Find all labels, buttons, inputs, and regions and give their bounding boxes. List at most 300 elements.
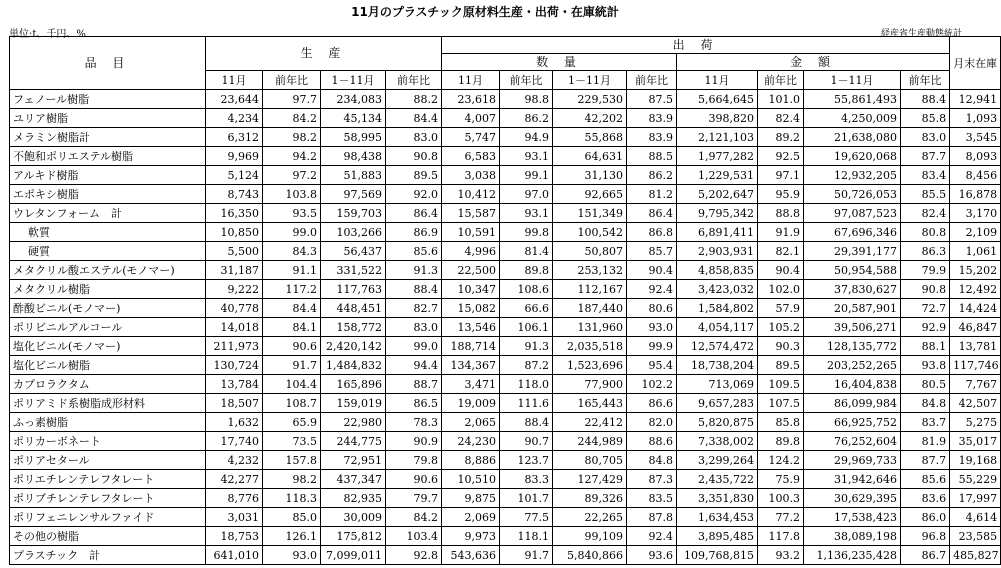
table-cell: 90.3	[758, 337, 804, 356]
row-item-name: ポリアミド系樹脂成形材料	[10, 394, 206, 413]
table-cell: 165,443	[553, 394, 627, 413]
table-cell: 93.2	[758, 546, 804, 565]
table-cell: 37,830,627	[804, 280, 901, 299]
table-cell: 94.4	[386, 356, 442, 375]
table-cell: 131,960	[553, 318, 627, 337]
table-cell: 84.4	[386, 109, 442, 128]
table-cell: 10,591	[442, 223, 500, 242]
table-cell: 88.4	[386, 280, 442, 299]
table-cell: 84.4	[263, 299, 321, 318]
table-cell: 118.0	[500, 375, 553, 394]
table-cell: 117,746	[950, 356, 1001, 375]
table-cell: 99.0	[386, 337, 442, 356]
table-cell: 2,035,518	[553, 337, 627, 356]
table-cell: 93.0	[263, 546, 321, 565]
table-cell: 94.2	[263, 147, 321, 166]
table-cell: 81.2	[627, 185, 677, 204]
table-row	[10, 470, 1001, 489]
table-cell: 15,202	[950, 261, 1001, 280]
table-cell: 79.8	[386, 451, 442, 470]
row-item-name: 塩化ビニル樹脂	[10, 356, 206, 375]
header-shipment: 出 荷	[442, 37, 950, 54]
table-cell: 90.9	[386, 432, 442, 451]
table-cell: 7,338,002	[677, 432, 758, 451]
table-row	[10, 318, 1001, 337]
table-cell: 79.9	[901, 261, 950, 280]
table-cell: 331,522	[321, 261, 386, 280]
table-cell: 117,763	[321, 280, 386, 299]
table-cell: 91.9	[758, 223, 804, 242]
table-cell: 93.1	[500, 204, 553, 223]
table-cell: 437,347	[321, 470, 386, 489]
table-cell: 87.8	[627, 508, 677, 527]
table-cell: 117.8	[758, 527, 804, 546]
row-item-name: 硬質	[10, 242, 206, 261]
table-cell: 104.4	[263, 375, 321, 394]
table-row	[10, 527, 1001, 546]
table-cell: 112,167	[553, 280, 627, 299]
table-cell: 93.1	[500, 147, 553, 166]
table-cell: 78.3	[386, 413, 442, 432]
table-cell: 31,942,646	[804, 470, 901, 489]
table-row	[10, 242, 1001, 261]
table-cell: 15,587	[442, 204, 500, 223]
table-cell: 100.3	[758, 489, 804, 508]
table-cell: 124.2	[758, 451, 804, 470]
header-qty-cumulative: 1－11月	[553, 71, 627, 90]
table-cell: 151,349	[553, 204, 627, 223]
table-cell: 6,583	[442, 147, 500, 166]
table-cell: 87.3	[627, 470, 677, 489]
table-cell: 50,807	[553, 242, 627, 261]
table-cell: 398,820	[677, 109, 758, 128]
table-cell: 82.1	[758, 242, 804, 261]
header-qty-cumulative-yoy: 前年比	[627, 71, 677, 90]
table-cell: 92.4	[627, 527, 677, 546]
table-cell: 42,507	[950, 394, 1001, 413]
table-row	[10, 223, 1001, 242]
table-cell: 83.0	[386, 128, 442, 147]
table-cell: 90.8	[386, 147, 442, 166]
table-cell: 93.6	[627, 546, 677, 565]
row-item-name: メタクリル樹脂	[10, 280, 206, 299]
table-cell: 6,312	[206, 128, 263, 147]
table-cell: 82.4	[758, 109, 804, 128]
table-cell: 5,840,866	[553, 546, 627, 565]
table-cell: 91.7	[263, 356, 321, 375]
table-row	[10, 261, 1001, 280]
table-cell: 55,229	[950, 470, 1001, 489]
table-cell: 108.7	[263, 394, 321, 413]
table-cell: 72.7	[901, 299, 950, 318]
table-cell: 3,471	[442, 375, 500, 394]
table-cell: 2,903,931	[677, 242, 758, 261]
table-cell: 85.8	[901, 109, 950, 128]
table-cell: 127,429	[553, 470, 627, 489]
header-prod-cumulative: 1－11月	[321, 71, 386, 90]
table-cell: 1,523,696	[553, 356, 627, 375]
table-cell: 203,252,265	[804, 356, 901, 375]
table-cell: 16,404,838	[804, 375, 901, 394]
table-row	[10, 546, 1001, 565]
table-cell: 31,187	[206, 261, 263, 280]
row-item-name: プラスチック 計	[10, 546, 206, 565]
table-cell: 73.5	[263, 432, 321, 451]
table-cell: 65.9	[263, 413, 321, 432]
table-cell: 83.4	[901, 166, 950, 185]
row-item-name: ウレタンフォーム 計	[10, 204, 206, 223]
statistics-table	[9, 36, 1001, 565]
table-cell: 88.1	[901, 337, 950, 356]
table-cell: 5,202,647	[677, 185, 758, 204]
table-cell: 103,266	[321, 223, 386, 242]
table-cell: 123.7	[500, 451, 553, 470]
row-item-name: 軟質	[10, 223, 206, 242]
table-cell: 118.1	[500, 527, 553, 546]
table-cell: 98,438	[321, 147, 386, 166]
table-cell: 89.5	[386, 166, 442, 185]
table-cell: 22,980	[321, 413, 386, 432]
table-cell: 66.6	[500, 299, 553, 318]
table-cell: 42,277	[206, 470, 263, 489]
table-cell: 103.4	[386, 527, 442, 546]
table-cell: 13,784	[206, 375, 263, 394]
table-cell: 5,124	[206, 166, 263, 185]
table-cell: 50,726,053	[804, 185, 901, 204]
table-cell: 9,657,283	[677, 394, 758, 413]
table-cell: 2,121,103	[677, 128, 758, 147]
table-cell: 20,587,901	[804, 299, 901, 318]
table-cell: 86.7	[901, 546, 950, 565]
table-cell: 86.0	[901, 508, 950, 527]
table-cell: 97.1	[758, 166, 804, 185]
table-cell: 84.1	[263, 318, 321, 337]
table-cell: 9,973	[442, 527, 500, 546]
table-cell: 8,743	[206, 185, 263, 204]
table-cell: 175,812	[321, 527, 386, 546]
row-item-name: メタクリル酸エステル(モノマー)	[10, 261, 206, 280]
table-cell: 97.7	[263, 90, 321, 109]
table-cell: 98.8	[500, 90, 553, 109]
table-cell: 107.5	[758, 394, 804, 413]
table-cell: 22,412	[553, 413, 627, 432]
table-cell: 29,969,733	[804, 451, 901, 470]
table-cell: 38,089,198	[804, 527, 901, 546]
table-cell: 85.8	[758, 413, 804, 432]
table-cell: 93.5	[263, 204, 321, 223]
table-cell: 88.4	[500, 413, 553, 432]
table-cell: 105.2	[758, 318, 804, 337]
table-cell: 30,009	[321, 508, 386, 527]
table-cell: 86.4	[627, 204, 677, 223]
table-cell: 56,437	[321, 242, 386, 261]
table-cell: 84.8	[901, 394, 950, 413]
table-cell: 58,995	[321, 128, 386, 147]
table-cell: 77,900	[553, 375, 627, 394]
table-row	[10, 432, 1001, 451]
table-cell: 89.8	[758, 432, 804, 451]
table-cell: 18,738,204	[677, 356, 758, 375]
table-cell: 76,252,604	[804, 432, 901, 451]
table-cell: 93.0	[627, 318, 677, 337]
table-cell: 80,705	[553, 451, 627, 470]
table-cell: 244,989	[553, 432, 627, 451]
table-cell: 98.2	[263, 470, 321, 489]
table-cell: 6,891,411	[677, 223, 758, 242]
table-row	[10, 166, 1001, 185]
table-cell: 5,747	[442, 128, 500, 147]
table-cell: 82.0	[627, 413, 677, 432]
table-cell: 88.8	[758, 204, 804, 223]
table-cell: 84.8	[627, 451, 677, 470]
table-cell: 4,007	[442, 109, 500, 128]
table-cell: 18,507	[206, 394, 263, 413]
table-cell: 92.8	[386, 546, 442, 565]
table-cell: 66,925,752	[804, 413, 901, 432]
table-cell: 99.1	[500, 166, 553, 185]
table-cell: 2,435,722	[677, 470, 758, 489]
table-cell: 9,795,342	[677, 204, 758, 223]
table-cell: 84.2	[386, 508, 442, 527]
table-cell: 50,954,588	[804, 261, 901, 280]
table-cell: 90.7	[500, 432, 553, 451]
table-cell: 40,778	[206, 299, 263, 318]
table-row	[10, 394, 1001, 413]
table-cell: 3,351,830	[677, 489, 758, 508]
table-cell: 23,585	[950, 527, 1001, 546]
table-cell: 19,168	[950, 451, 1001, 470]
table-cell: 134,367	[442, 356, 500, 375]
table-cell: 83.9	[627, 128, 677, 147]
table-cell: 86.8	[627, 223, 677, 242]
header-amount: 金 額	[677, 54, 950, 71]
table-cell: 24,230	[442, 432, 500, 451]
table-cell: 87.7	[901, 451, 950, 470]
table-cell: 90.4	[758, 261, 804, 280]
table-cell: 81.4	[500, 242, 553, 261]
table-cell: 109,768,815	[677, 546, 758, 565]
table-cell: 91.3	[386, 261, 442, 280]
table-cell: 2,420,142	[321, 337, 386, 356]
header-quantity: 数 量	[442, 54, 677, 71]
row-item-name: ポリブチレンテレフタレート	[10, 489, 206, 508]
table-cell: 10,412	[442, 185, 500, 204]
table-cell: 85.0	[263, 508, 321, 527]
row-item-name: ポリビニルアルコール	[10, 318, 206, 337]
table-cell: 51,883	[321, 166, 386, 185]
table-row	[10, 375, 1001, 394]
header-amt-cumulative-yoy: 前年比	[901, 71, 950, 90]
table-cell: 211,973	[206, 337, 263, 356]
table-cell: 3,031	[206, 508, 263, 527]
row-item-name: メラミン樹脂計	[10, 128, 206, 147]
row-item-name: ポリエチレンテレフタレート	[10, 470, 206, 489]
table-cell: 86.2	[627, 166, 677, 185]
table-row	[10, 109, 1001, 128]
table-cell: 31,130	[553, 166, 627, 185]
table-cell: 17,538,423	[804, 508, 901, 527]
table-cell: 165,896	[321, 375, 386, 394]
table-row	[10, 451, 1001, 470]
table-cell: 99.8	[500, 223, 553, 242]
table-cell: 102.2	[627, 375, 677, 394]
table-cell: 543,636	[442, 546, 500, 565]
table-cell: 101.7	[500, 489, 553, 508]
table-cell: 109.5	[758, 375, 804, 394]
header-amt-month: 11月	[677, 71, 758, 90]
table-cell: 86,099,984	[804, 394, 901, 413]
table-cell: 88.5	[627, 147, 677, 166]
table-cell: 77.2	[758, 508, 804, 527]
table-cell: 128,135,772	[804, 337, 901, 356]
unit-note: 単位:t、千円、%	[9, 29, 86, 40]
table-cell: 1,093	[950, 109, 1001, 128]
table-cell: 83.0	[386, 318, 442, 337]
table-cell: 83.9	[627, 109, 677, 128]
table-cell: 7,767	[950, 375, 1001, 394]
table-cell: 159,019	[321, 394, 386, 413]
table-row	[10, 185, 1001, 204]
table-cell: 87.2	[500, 356, 553, 375]
table-cell: 79.7	[386, 489, 442, 508]
table-row	[10, 508, 1001, 527]
table-cell: 8,456	[950, 166, 1001, 185]
row-item-name: エポキシ樹脂	[10, 185, 206, 204]
table-cell: 448,451	[321, 299, 386, 318]
table-cell: 85.6	[901, 470, 950, 489]
table-cell: 97.0	[500, 185, 553, 204]
table-cell: 5,500	[206, 242, 263, 261]
table-cell: 39,506,271	[804, 318, 901, 337]
table-cell: 253,132	[553, 261, 627, 280]
table-cell: 130,724	[206, 356, 263, 375]
table-cell: 12,932,205	[804, 166, 901, 185]
table-cell: 1,229,531	[677, 166, 758, 185]
table-cell: 100,542	[553, 223, 627, 242]
table-cell: 10,347	[442, 280, 500, 299]
table-cell: 16,878	[950, 185, 1001, 204]
table-cell: 86.6	[627, 394, 677, 413]
table-cell: 83.6	[901, 489, 950, 508]
table-cell: 10,850	[206, 223, 263, 242]
table-row	[10, 204, 1001, 223]
table-cell: 89.5	[758, 356, 804, 375]
table-cell: 101.0	[758, 90, 804, 109]
table-cell: 187,440	[553, 299, 627, 318]
table-cell: 16,350	[206, 204, 263, 223]
table-cell: 80.6	[627, 299, 677, 318]
table-cell: 8,886	[442, 451, 500, 470]
table-cell: 64,631	[553, 147, 627, 166]
table-cell: 83.5	[627, 489, 677, 508]
table-cell: 97,569	[321, 185, 386, 204]
table-cell: 93.8	[901, 356, 950, 375]
table-cell: 22,265	[553, 508, 627, 527]
table-cell: 17,740	[206, 432, 263, 451]
table-cell: 9,222	[206, 280, 263, 299]
table-cell: 92.5	[758, 147, 804, 166]
table-row	[10, 489, 1001, 508]
table-cell: 46,847	[950, 318, 1001, 337]
table-cell: 90.6	[386, 470, 442, 489]
table-cell: 1,977,282	[677, 147, 758, 166]
table-cell: 85.7	[627, 242, 677, 261]
table-cell: 106.1	[500, 318, 553, 337]
table-cell: 77.5	[500, 508, 553, 527]
row-item-name: ユリア樹脂	[10, 109, 206, 128]
header-inventory: 月末在庫	[950, 37, 1001, 90]
table-cell: 188,714	[442, 337, 500, 356]
row-item-name: ポリフェニレンサルファイド	[10, 508, 206, 527]
table-cell: 8,776	[206, 489, 263, 508]
page-title: 11月のプラスチック原材料生産・出荷・在庫統計	[351, 5, 619, 19]
table-cell: 95.9	[758, 185, 804, 204]
row-item-name: ふっ素樹脂	[10, 413, 206, 432]
table-cell: 67,696,346	[804, 223, 901, 242]
header-qty-month: 11月	[442, 71, 500, 90]
table-cell: 4,614	[950, 508, 1001, 527]
table-cell: 229,530	[553, 90, 627, 109]
table-cell: 108.6	[500, 280, 553, 299]
table-cell: 9,969	[206, 147, 263, 166]
table-cell: 96.8	[901, 527, 950, 546]
header-prod-cumulative-yoy: 前年比	[386, 71, 442, 90]
table-cell: 80.5	[901, 375, 950, 394]
table-cell: 85.6	[386, 242, 442, 261]
table-cell: 244,775	[321, 432, 386, 451]
table-row	[10, 413, 1001, 432]
row-item-name: カプロラクタム	[10, 375, 206, 394]
table-cell: 157.8	[263, 451, 321, 470]
table-cell: 35,017	[950, 432, 1001, 451]
table-cell: 82.7	[386, 299, 442, 318]
header-prod-month-yoy: 前年比	[263, 71, 321, 90]
table-cell: 14,424	[950, 299, 1001, 318]
table-cell: 91.7	[500, 546, 553, 565]
table-cell: 5,275	[950, 413, 1001, 432]
table-cell: 82,935	[321, 489, 386, 508]
table-cell: 4,996	[442, 242, 500, 261]
table-body	[10, 90, 1001, 565]
table-cell: 4,054,117	[677, 318, 758, 337]
table-cell: 2,109	[950, 223, 1001, 242]
table-cell: 2,065	[442, 413, 500, 432]
table-cell: 5,820,875	[677, 413, 758, 432]
row-item-name: ポリアセタール	[10, 451, 206, 470]
table-cell: 8,093	[950, 147, 1001, 166]
table-cell: 10,510	[442, 470, 500, 489]
table-cell: 55,868	[553, 128, 627, 147]
table-row	[10, 356, 1001, 375]
table-cell: 22,500	[442, 261, 500, 280]
table-cell: 86.2	[500, 109, 553, 128]
table-cell: 3,895,485	[677, 527, 758, 546]
table-cell: 97,087,523	[804, 204, 901, 223]
table-cell: 84.3	[263, 242, 321, 261]
table-cell: 159,703	[321, 204, 386, 223]
table-cell: 29,391,177	[804, 242, 901, 261]
row-item-name: 酢酸ビニル(モノマー)	[10, 299, 206, 318]
header-amt-cumulative: 1－11月	[804, 71, 901, 90]
table-cell: 92.4	[627, 280, 677, 299]
header-prod-month: 11月	[206, 71, 263, 90]
table-cell: 89.8	[500, 261, 553, 280]
table-cell: 83.3	[500, 470, 553, 489]
table-cell: 90.6	[263, 337, 321, 356]
table-cell: 97.2	[263, 166, 321, 185]
table-cell: 1,136,235,428	[804, 546, 901, 565]
table-cell: 85.5	[901, 185, 950, 204]
